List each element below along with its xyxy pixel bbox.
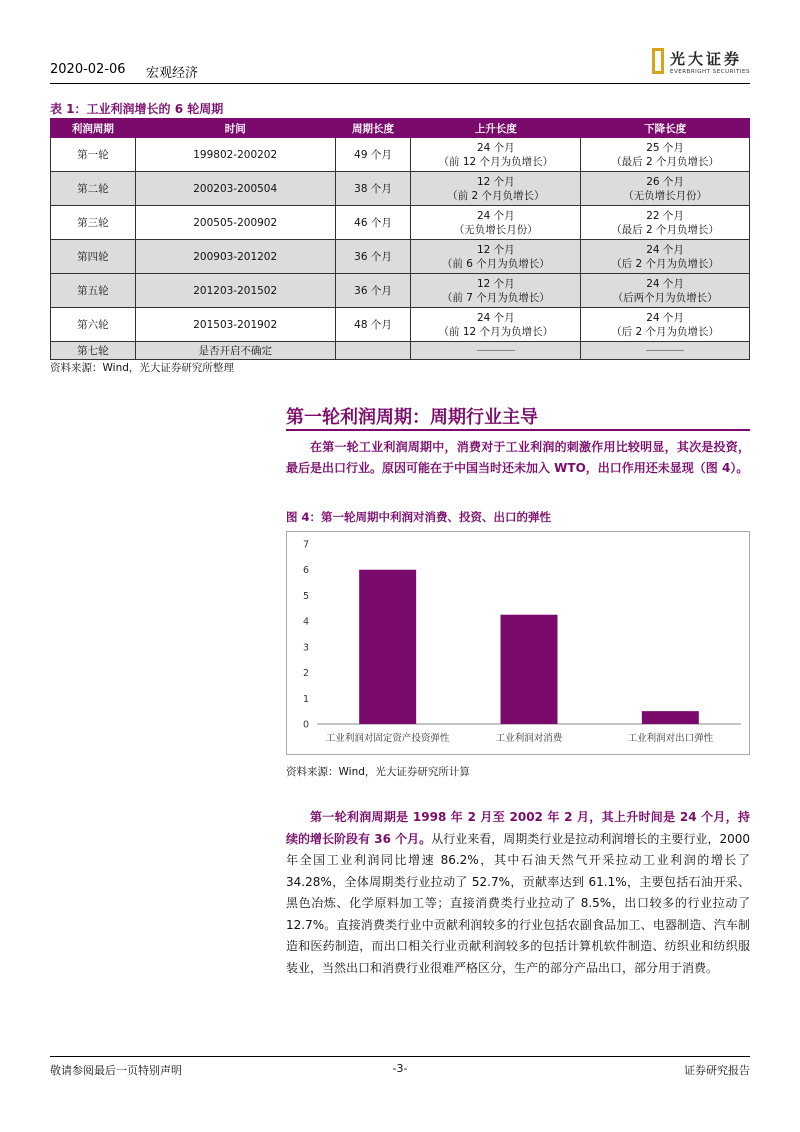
table-header-row	[51, 119, 750, 138]
table-source: 资料来源：Wind，光大证券研究所整理	[50, 362, 234, 374]
body-highlight: 第一轮利润周期是 1998 年 2 月至 2002 年 2 月，其上升时间是 24 个月，持续的增长阶段有 36 个月。	[286, 810, 750, 846]
period-cell: 199802-200202	[135, 138, 335, 172]
x-tick-label: 工业利润对消费	[495, 733, 563, 744]
table-row	[51, 274, 750, 308]
rise-cell-note: （前 6 个月为负增长）	[441, 257, 550, 270]
y-tick-label: 6	[302, 565, 309, 577]
fall-cell-note: （后 2 个月为负增长）	[611, 325, 720, 338]
cycle-cell: 第四轮	[51, 240, 136, 274]
logo-name-en: EVERBRIGHT SECURITIES	[670, 68, 750, 75]
y-tick-label: 4	[302, 616, 309, 628]
section-title: 第一轮利润周期：周期行业主导	[286, 407, 538, 428]
fall-cell	[581, 274, 750, 308]
period-cell: 200203-200504	[135, 172, 335, 206]
figure-source: 资料来源：Wind，光大证券研究所计算	[286, 766, 470, 778]
rise-cell-months: 24 个月	[476, 311, 515, 324]
y-tick-label: 1	[302, 693, 309, 705]
cycle-cell: 第一轮	[51, 138, 136, 172]
fall-cell	[581, 206, 750, 240]
page-number: -3-	[392, 1062, 408, 1075]
rise-cell-months: 12 个月	[476, 277, 515, 290]
table-title: 表 1：工业利润增长的 6 轮周期	[50, 102, 224, 116]
empty-cell	[411, 342, 581, 360]
bar	[501, 615, 558, 724]
length-cell: 48 个月	[335, 308, 411, 342]
y-tick-label: 0	[302, 719, 309, 731]
header-divider	[50, 83, 750, 84]
cycle-cell: 第二轮	[51, 172, 136, 206]
page-header	[50, 49, 750, 82]
table-row	[51, 240, 750, 274]
header-cell: 下降长度	[581, 119, 750, 138]
fall-cell-note: （无负增长月份）	[623, 189, 708, 202]
brand-logo	[652, 46, 750, 76]
dash-mark	[646, 350, 684, 351]
bar-chart	[286, 531, 750, 755]
bar	[642, 711, 699, 724]
fall-cell-note: （最后 2 个月负增长）	[611, 155, 720, 168]
rise-cell	[411, 240, 581, 274]
fall-cell-months: 24 个月	[646, 311, 684, 324]
fall-cell	[581, 308, 750, 342]
logo-icon	[652, 48, 664, 74]
body-paragraph	[286, 807, 750, 979]
rise-cell-months: 12 个月	[476, 175, 515, 188]
section-intro: 在第一轮工业利润周期中，消费对于工业利润的刺激作用比较明显，其次是投资，最后是出口行业。原因可能在于中国当时还未加入 WTO，出口作用还未显现（图 4）。	[286, 440, 750, 475]
body-text: 从行业来看，周期类行业是拉动利润增长的主要行业，2000 年全国工业利润同比增速 86.2%，其中石油天然气开采拉动工业利润的增长了 34.28%，全体周期类行业拉动了 52.7%，贡献率达到 61.1%，主要包括石油开采、黑色冶炼、化学原料加工等；直接消费类行业拉动了 8.5%，出口较多的行业拉动了 12.7%。直接消费类行业中贡献利润较多的行业包括农副食品加工、电器制造、汽车制造和医药制造，而出口相关行业贡献利润较多的包括计算机软件制造、纺织业和纺织服装业，当然出口和消费行业很难严格区分，生产的部分产品出口，部分用于消费。	[286, 831, 750, 975]
fall-cell-note: （后 2 个月为负增长）	[611, 257, 720, 270]
fall-cell	[581, 138, 750, 172]
fall-cell-months: 24 个月	[646, 243, 684, 256]
cycle-cell: 第七轮	[51, 342, 136, 360]
period-cell: 201503-201902	[135, 308, 335, 342]
y-tick-label: 2	[302, 668, 309, 680]
cycle-cell: 第六轮	[51, 308, 136, 342]
table-row	[51, 342, 750, 360]
rise-cell	[411, 206, 581, 240]
header-cell: 上升长度	[411, 119, 581, 138]
footer-report-type: 证券研究报告	[684, 1064, 750, 1077]
fall-cell-note: （最后 2 个月负增长）	[611, 223, 720, 236]
footer-divider	[50, 1056, 750, 1057]
rise-cell-note: （前 7 个月为负增长）	[441, 291, 550, 304]
rise-cell-months: 24 个月	[476, 209, 515, 222]
bar	[359, 570, 416, 724]
rise-cell-note: （前 12 个月为负增长）	[438, 155, 554, 168]
period-cell: 201203-201502	[135, 274, 335, 308]
rise-cell	[411, 172, 581, 206]
fall-cell-months: 22 个月	[646, 209, 684, 222]
rise-cell-months: 24 个月	[476, 141, 515, 154]
rise-cell-note: （无负增长月份）	[453, 223, 538, 236]
table-row	[51, 172, 750, 206]
length-cell: 46 个月	[335, 206, 411, 240]
rise-cell	[411, 308, 581, 342]
period-cell: 是否开启不确定	[135, 342, 335, 360]
length-cell: 38 个月	[335, 172, 411, 206]
period-cell: 200903-201202	[135, 240, 335, 274]
y-tick-label: 3	[302, 642, 309, 654]
rise-cell-months: 12 个月	[476, 243, 515, 256]
x-tick-label: 工业利润对固定资产投资弹性	[325, 733, 450, 744]
empty-cell	[335, 342, 411, 360]
rise-cell	[411, 138, 581, 172]
table-row	[51, 308, 750, 342]
profit-cycle-table	[50, 118, 750, 360]
length-cell: 36 个月	[335, 240, 411, 274]
rise-cell	[411, 274, 581, 308]
rise-cell-note: （前 2 个月负增长）	[447, 189, 545, 202]
fall-cell-note: （后两个月为负增长）	[612, 291, 718, 304]
fall-cell-months: 24 个月	[646, 277, 684, 290]
length-cell: 36 个月	[335, 274, 411, 308]
x-tick-label: 工业利润对出口弹性	[627, 733, 714, 744]
cycle-cell: 第五轮	[51, 274, 136, 308]
report-date: 2020-02-06	[50, 62, 126, 77]
fall-cell	[581, 240, 750, 274]
fall-cell-months: 26 个月	[646, 175, 684, 188]
dash-mark	[477, 350, 515, 351]
y-tick-label: 7	[302, 539, 309, 551]
header-cell: 利润周期	[51, 119, 136, 138]
fall-cell-months: 25 个月	[646, 141, 684, 154]
bar-chart-svg	[287, 532, 751, 756]
length-cell: 49 个月	[335, 138, 411, 172]
rise-cell-note: （前 12 个月为负增长）	[438, 325, 554, 338]
section-divider	[286, 429, 750, 431]
footer-disclaimer: 敬请参阅最后一页特别声明	[50, 1064, 182, 1077]
cycle-cell: 第三轮	[51, 206, 136, 240]
empty-cell	[581, 342, 750, 360]
header-cell: 周期长度	[335, 119, 411, 138]
logo-name-cn: 光大证券	[670, 49, 743, 68]
table-row	[51, 206, 750, 240]
header-cell: 时间	[135, 119, 335, 138]
table-row	[51, 138, 750, 172]
figure-title: 图 4：第一轮周期中利润对消费、投资、出口的弹性	[286, 510, 552, 524]
period-cell: 200505-200902	[135, 206, 335, 240]
report-category: 宏观经济	[146, 66, 199, 81]
fall-cell	[581, 172, 750, 206]
y-tick-label: 5	[302, 590, 309, 602]
